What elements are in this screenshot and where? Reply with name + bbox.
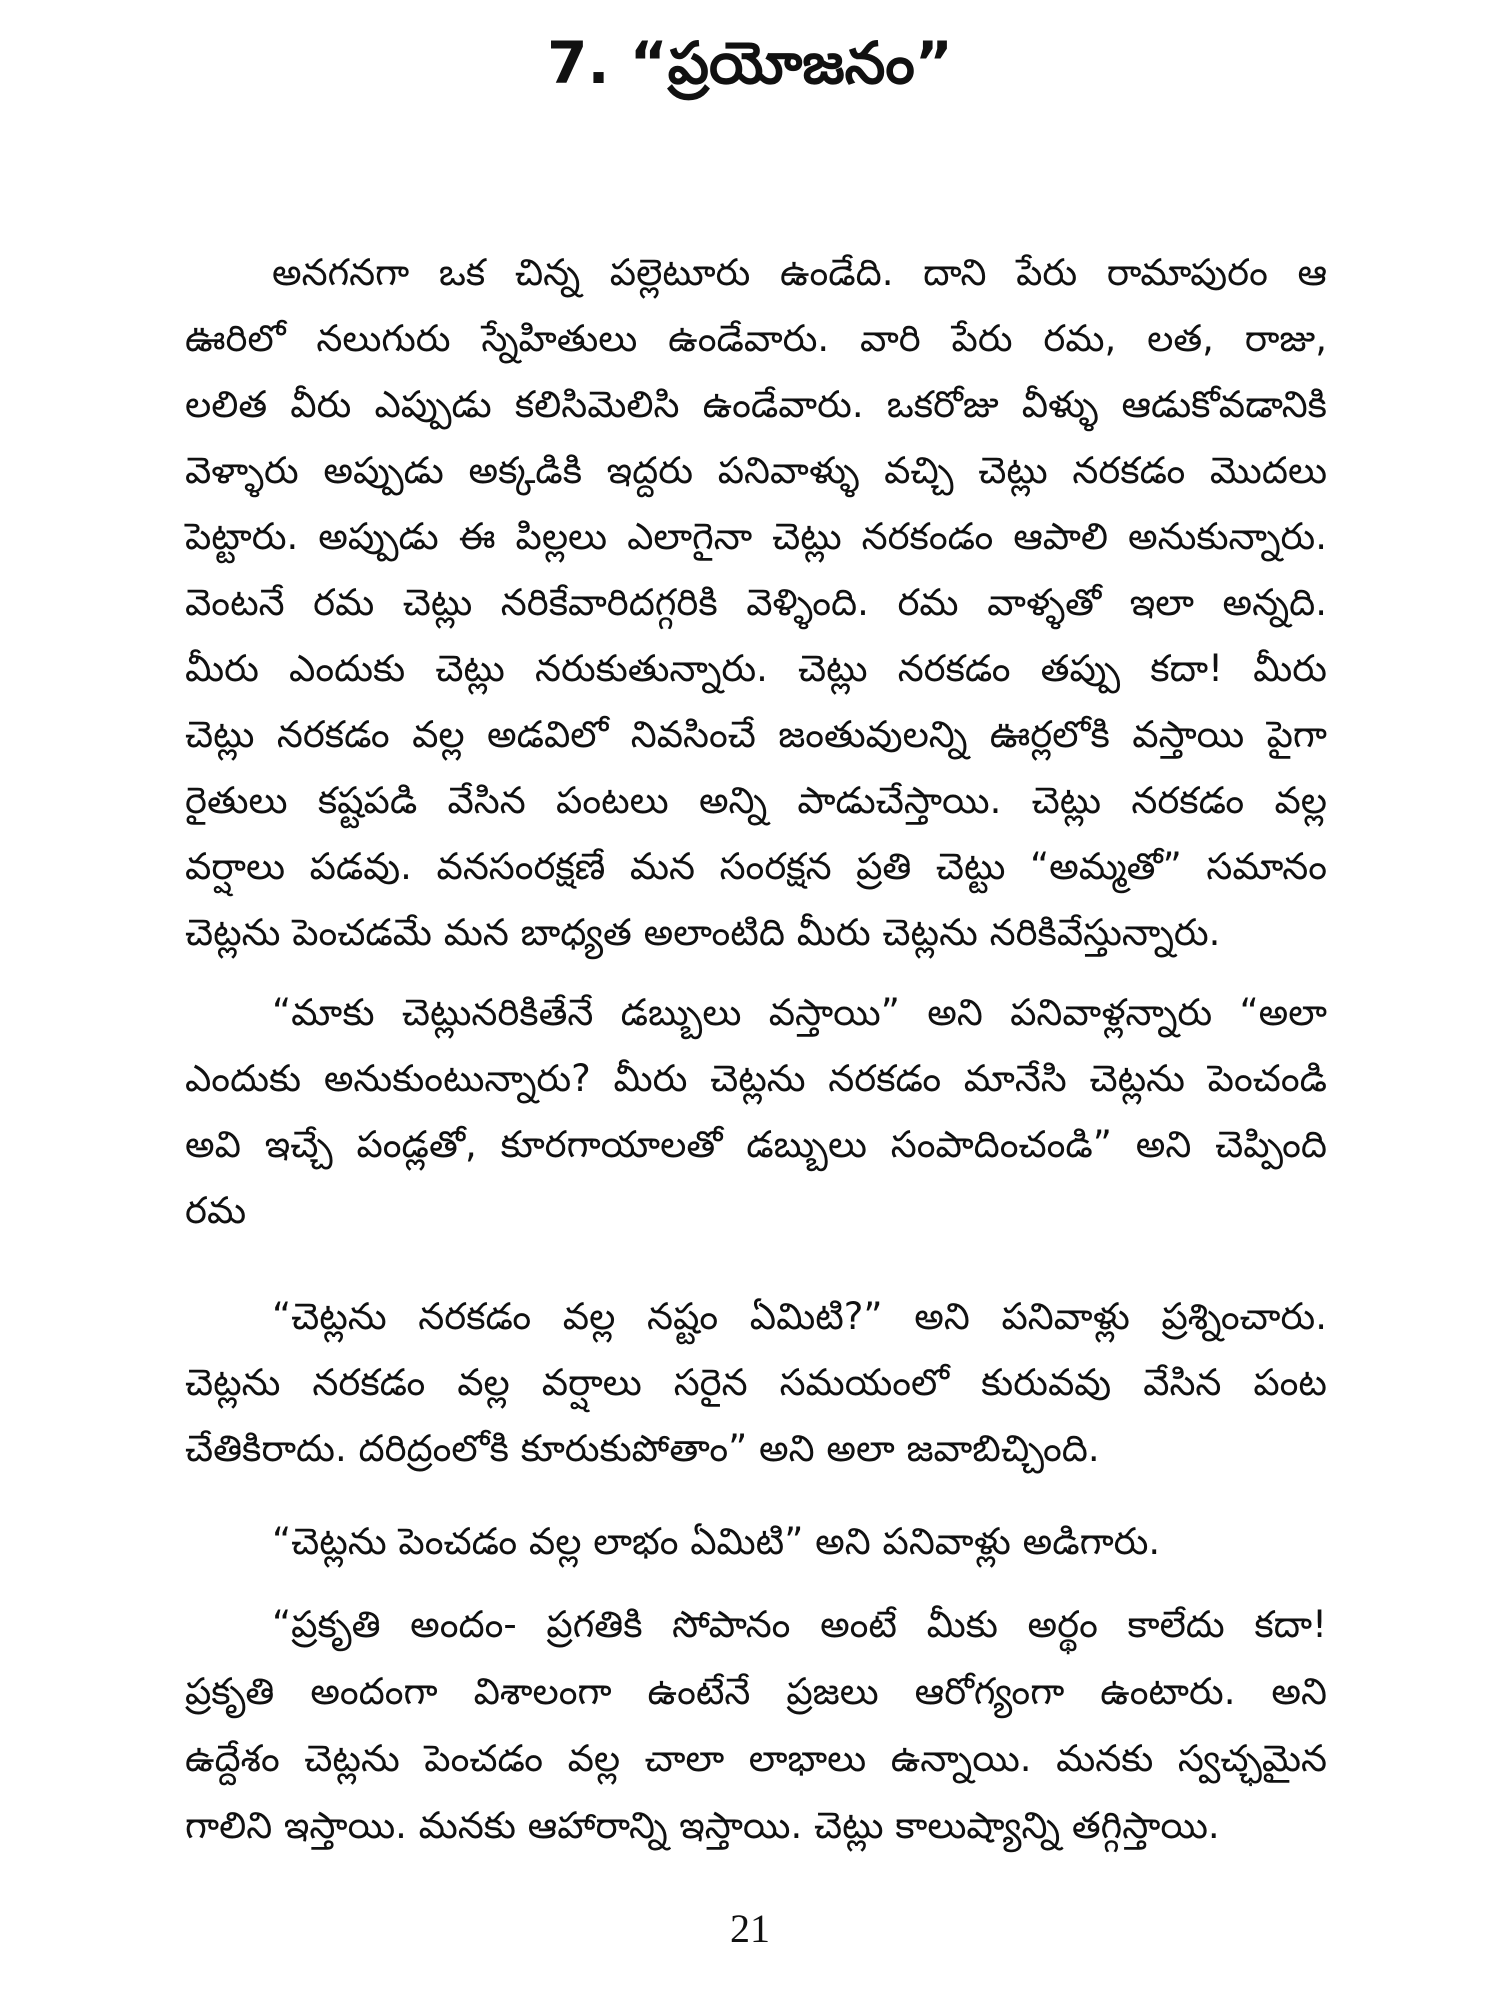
text-line: “చెట్లను పెంచడం వల్ల లాభం ఏమిటి” అని పనివాళ్లు అడిగారు. xyxy=(272,1520,1161,1563)
text-line: వెంటనే రమ చెట్లు నరికేవారిదగ్గరికి వెళ్ళింది. రమ వాళ్ళతో ఇలా అన్నది. xyxy=(185,581,1327,624)
text-line: ఊరిలో నలుగురు స్నేహితులు ఉండేవారు. వారి పేరు రమ, లత, రాజు, xyxy=(185,317,1327,360)
text-line: గాలిని ఇస్తాయి. మనకు ఆహారాన్ని ఇస్తాయి. చెట్లు కాలుష్యాన్ని తగ్గిస్తాయి. xyxy=(185,1804,1220,1847)
text-line: చెట్లను నరకడం వల్ల వర్షాలు సరైన సమయంలో కురువవు వేసిన పంట xyxy=(185,1361,1327,1404)
text-line: అవి ఇచ్చే పండ్లతో, కూరగాయాలతో డబ్బులు సంపాదించండి” అని చెప్పింది xyxy=(185,1123,1327,1166)
text-line: ఉద్దేశం చెట్లను పెంచడం వల్ల చాలా లాభాలు ఉన్నాయి. మనకు స్వచ్ఛమైన xyxy=(185,1737,1327,1780)
text-line: వర్షాలు పడవు. వనసంరక్షణే మన సంరక్షన ప్రతి చెట్టు “అమ్మతో” సమానం xyxy=(185,845,1327,888)
page-number: 21 xyxy=(730,1906,770,1951)
text-line: చెట్లను పెంచడమే మన బాధ్యత అలాంటిది మీరు చెట్లను నరికివేస్తున్నారు. xyxy=(185,911,1221,954)
text-line: లలిత వీరు ఎప్పుడు కలిసిమెలిసి ఉండేవారు. ఒకరోజు వీళ్ళు ఆడుకోవడానికి xyxy=(185,383,1327,426)
text-line: అనగనగా ఒక చిన్న పల్లెటూరు ఉండేది. దాని పేరు రామాపురం ఆ xyxy=(272,251,1328,294)
text-line: పెట్టారు. అప్పుడు ఈ పిల్లలు ఎలాగైనా చెట్లు నరకండం ఆపాలి అనుకున్నారు. xyxy=(185,515,1327,558)
text-line: వెళ్ళారు అప్పుడు అక్కడికి ఇద్దరు పనివాళ్ళు వచ్చి చెట్లు నరకడం మొదలు xyxy=(185,449,1327,492)
text-line: రమ xyxy=(185,1189,247,1232)
text-line: “చెట్లను నరకడం వల్ల నష్టం ఏమిటి?” అని పనివాళ్లు ప్రశ్నించారు. xyxy=(272,1295,1327,1338)
text-line: ఎందుకు అనుకుంటున్నారు? మీరు చెట్లను నరకడం మానేసి చెట్లను పెంచండి xyxy=(185,1057,1327,1100)
text-line: చేతికిరాదు. దరిద్రంలోకి కూరుకుపోతాం” అని అలా జవాబిచ్చింది. xyxy=(185,1427,1100,1470)
text-line: మీరు ఎందుకు చెట్లు నరుకుతున్నారు. చెట్లు నరకడం తప్పు కదా! మీరు xyxy=(185,647,1327,690)
text-line: “ప్రకృతి అందం- ప్రగతికి సోపానం అంటే మీకు అర్థం కాలేదు కదా! xyxy=(272,1603,1327,1646)
text-line: చెట్లు నరకడం వల్ల అడవిలో నివసించే జంతువులన్ని ఊర్లలోకి వస్తాయి పైగా xyxy=(185,713,1327,756)
text-line: “మాకు చెట్లునరికితేనే డబ్బులు వస్తాయి” అని పనివాళ్లన్నారు “అలా xyxy=(272,991,1327,1034)
text-line: రైతులు కష్టపడి వేసిన పంటలు అన్ని పాడుచేస్తాయి. చెట్లు నరకడం వల్ల xyxy=(185,779,1327,822)
chapter-title: 7. “ప్రయోజనం” xyxy=(547,29,953,97)
text-line: ప్రకృతి అందంగా విశాలంగా ఉంటేనే ప్రజలు ఆరోగ్యంగా ఉంటారు. అని xyxy=(185,1670,1327,1713)
